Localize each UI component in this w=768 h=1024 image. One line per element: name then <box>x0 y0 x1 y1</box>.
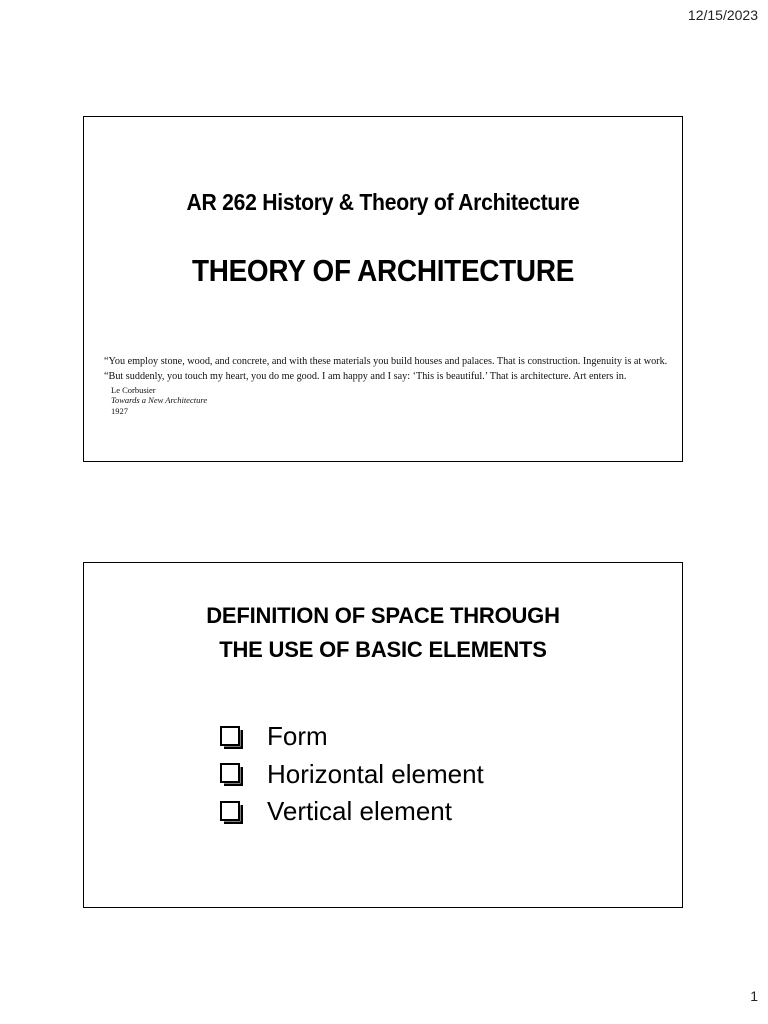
quote-line-2: “But suddenly, you touch my heart, you do me good. I am happy and I say: ‘This is beautiful.’ That is architecture. Art enters in. <box>104 371 627 383</box>
bullet-label: Horizontal element <box>267 758 484 789</box>
bullet-label: Vertical element <box>267 796 452 827</box>
date-header: 12/15/2023 <box>687 7 758 23</box>
quote-year: 1927 <box>111 405 128 416</box>
bullet-item <box>219 793 484 831</box>
quote-source-book: Towards a New Architecture <box>111 395 208 406</box>
bullet-list <box>219 718 484 831</box>
slide-2 <box>83 562 683 908</box>
bullet-item <box>219 718 484 756</box>
slide-heading <box>84 599 682 667</box>
slide-heading-line-2: THE USE OF BASIC ELEMENTS <box>219 637 547 662</box>
slide-title: THEORY OF ARCHITECTURE <box>191 253 575 288</box>
bullet-item <box>219 756 484 794</box>
bullet-label: Form <box>267 721 328 752</box>
quote-author: Le Corbusier <box>111 384 156 395</box>
checkbox-icon <box>219 800 243 824</box>
page-number: 1 <box>750 988 758 1004</box>
slide-1 <box>83 116 683 462</box>
checkbox-icon <box>219 725 243 749</box>
checkbox-icon <box>219 762 243 786</box>
course-title: AR 262 History & Theory of Architecture <box>186 189 580 215</box>
slide-heading-line-1: DEFINITION OF SPACE THROUGH <box>206 603 560 628</box>
quote-line-1: “You employ stone, wood, and concrete, and with these materials you build houses and palaces. That is construction. Ingenuity is at work. <box>104 356 668 367</box>
quote-block <box>104 354 674 416</box>
